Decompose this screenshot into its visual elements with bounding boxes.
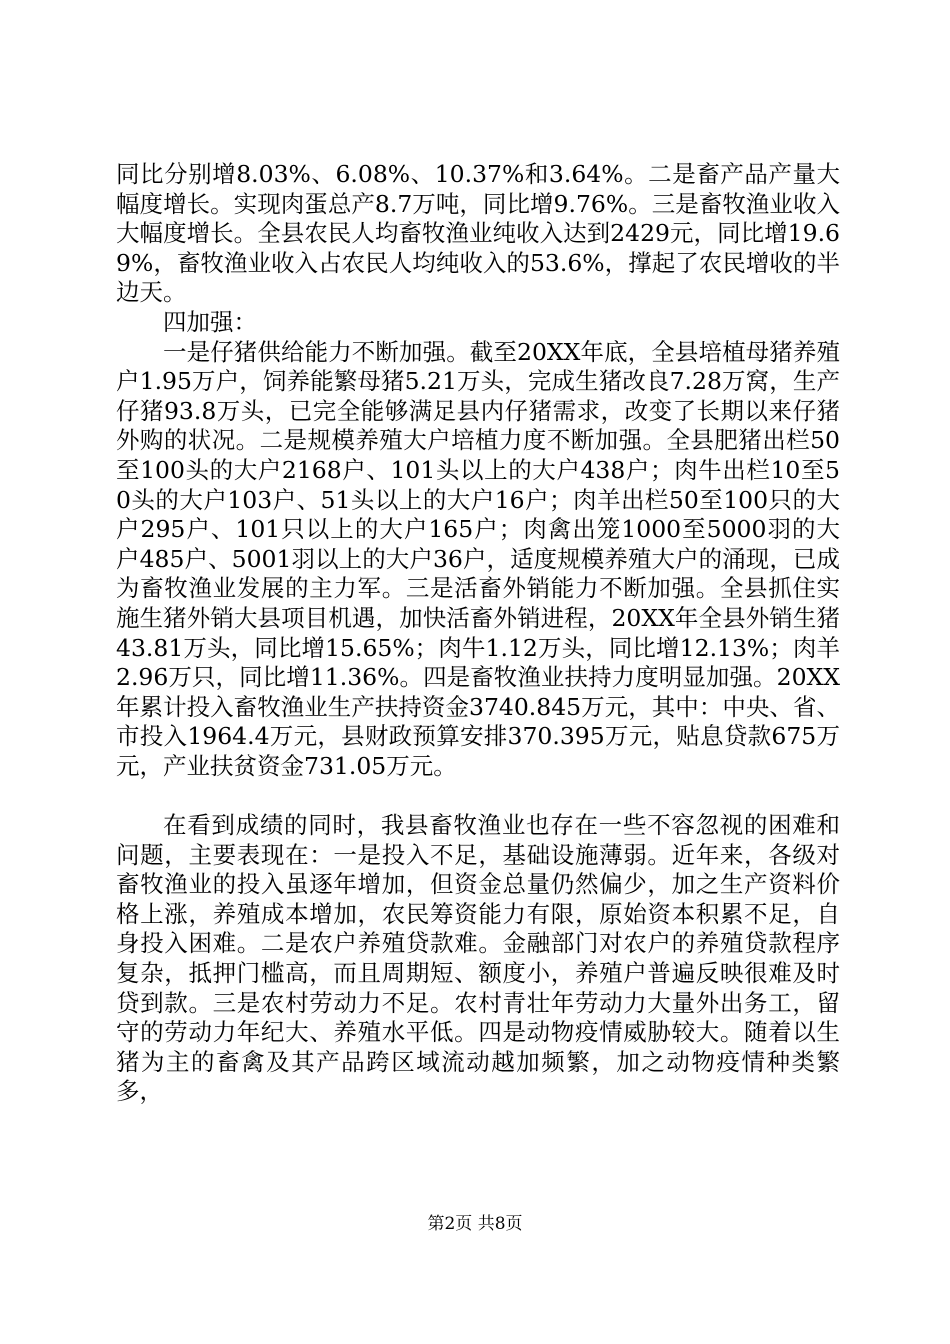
paragraph-growth-summary: 同比分别增8.03%、6.08%、10.37%和3.64%。二是畜产品产量大幅度增长。实现肉蛋总产8.7万吨，同比增9.76%。三是畜牧渔业收入大幅度增长。全县农民人均畜牧渔业纯收入达到2429元，同比增19.69%，畜牧渔业收入占农民人均纯收入的53.6%，撑起了农民增收的半边天。 xyxy=(116,160,840,307)
paragraph-four-strengthen-detail: 一是仔猪供给能力不断加强。截至20XX年底，全县培植母猪养殖户1.95万户，饲养能繁母猪5.21万头，完成生猪改良7.28万窝，生产仔猪93.8万头，已完全能够满足县内仔猪需求，改变了长期以来仔猪外购的状况。二是规模养殖大户培植力度不断加强。全县肥猪出栏50至100头的大户2168户、101头以上的大户438户；肉牛出栏10至50头的大户103户、51头以上的大户16户；肉羊出栏50至100只的大户295户、101只以上的大户165户；肉禽出笼1000至5000羽的大户485户、5001羽以上的大户36户，适度规模养殖大户的涌现，已成为畜牧渔业发展的主力军。三是活畜外销能力不断加强。全县抓住实施生猪外销大县项目机遇，加快活畜外销进程，20XX年全县外销生猪43.81万头，同比增15.65%；肉牛1.12万头，同比增12.13%；肉羊2.96万只，同比增11.36%。四是畜牧渔业扶持力度明显加强。20XX年累计投入畜牧渔业生产扶持资金3740.845万元，其中：中央、省、市投入1964.4万元，县财政预算安排370.395万元，贴息贷款675万元，产业扶贫资金731.05万元。 xyxy=(116,337,840,780)
document-body xyxy=(116,160,840,1107)
page-footer: 第2页 共8页 xyxy=(427,1214,523,1234)
paragraph-four-strengthen-heading: 四加强： xyxy=(163,307,257,336)
paragraph-problems: 在看到成绩的同时，我县畜牧渔业也存在一些不容忽视的困难和问题，主要表现在：一是投入不足，基础设施薄弱。近年来，各级对畜牧渔业的投入虽逐年增加，但资金总量仍然偏少，加之生产资料价格上涨，养殖成本增加，农民筹资能力有限，原始资本积累不足，自身投入困难。二是农户养殖贷款难。金融部门对农户的养殖贷款程序复杂，抵押门槛高，而且周期短、额度小，养殖户普遍反映很难及时贷到款。三是农村劳动力不足。农村青壮年劳动力大量外出务工，留守的劳动力年纪大、养殖水平低。四是动物疫情威胁较大。随着以生猪为主的畜禽及其产品跨区域流动越加频繁，加之动物疫情种类繁多， xyxy=(116,811,840,1106)
